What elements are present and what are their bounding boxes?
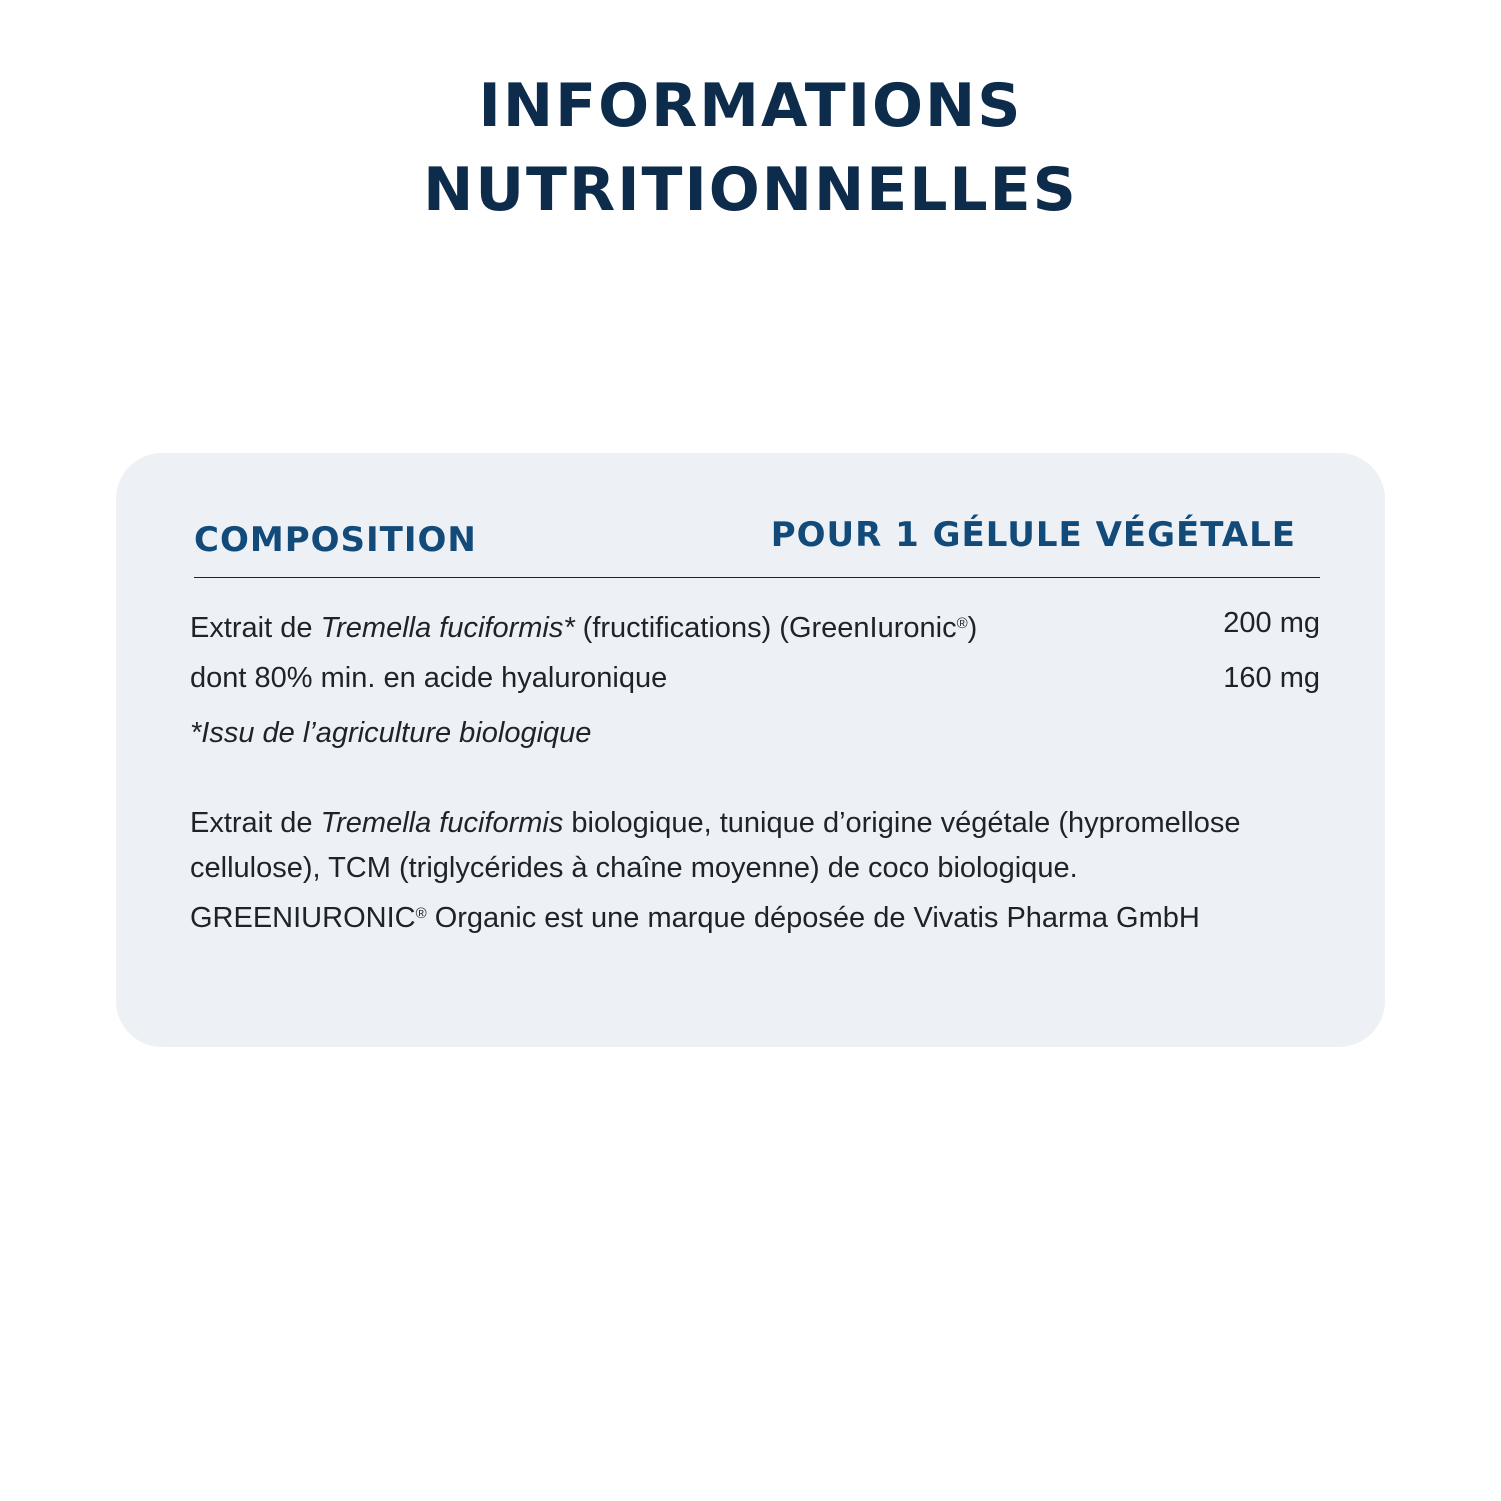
page-title [0, 64, 1501, 232]
table-row [190, 651, 1320, 706]
trademark-brand: GREENIURONIC [190, 902, 416, 934]
ingredients-prefix: Extrait de [190, 807, 321, 839]
per-capsule-heading: POUR 1 GÉLULE VÉGÉTALE [770, 515, 1296, 555]
composition-heading: COMPOSITION [194, 520, 477, 560]
row-label-suffix: (fructifications) (GreenIuronic [574, 612, 957, 644]
trademark-notice [190, 891, 1330, 941]
composition-rows [190, 596, 1320, 761]
row-label-species: Tremella fuciformis* [320, 612, 575, 644]
page-title-line-1: INFORMATIONS [478, 71, 1023, 141]
ingredients-species: Tremella fuciformis [320, 807, 564, 839]
row-value-tremella-extract: 200 mg [1223, 607, 1320, 639]
registered-mark: ® [415, 905, 427, 922]
row-label-tremella-extract [190, 596, 977, 656]
row-value-hyaluronic-acid: 160 mg [1223, 662, 1320, 694]
organic-footnote: *Issu de l’agriculture biologique [190, 717, 592, 749]
ingredients-list [190, 801, 1330, 891]
row-label-prefix: Extrait de [190, 612, 321, 644]
page-title-line-2: NUTRITIONNELLES [423, 155, 1078, 225]
table-row [190, 596, 1320, 651]
row-label-hyaluronic-acid: dont 80% min. en acide hyaluronique [190, 662, 668, 694]
ingredients-text [190, 801, 1330, 941]
composition-table-header [194, 515, 1320, 578]
ingredients-rest: biologique, tunique d’origine végétale (hypromellose cellulose), TCM (triglycérides à chaîne moyenne) de coco biologique. [190, 807, 1241, 884]
composition-card [116, 453, 1385, 1047]
trademark-rest: Organic est une marque déposée de Vivatis Pharma GmbH [426, 902, 1200, 934]
registered-mark: ® [956, 615, 968, 632]
row-label-end: ) [967, 612, 978, 644]
